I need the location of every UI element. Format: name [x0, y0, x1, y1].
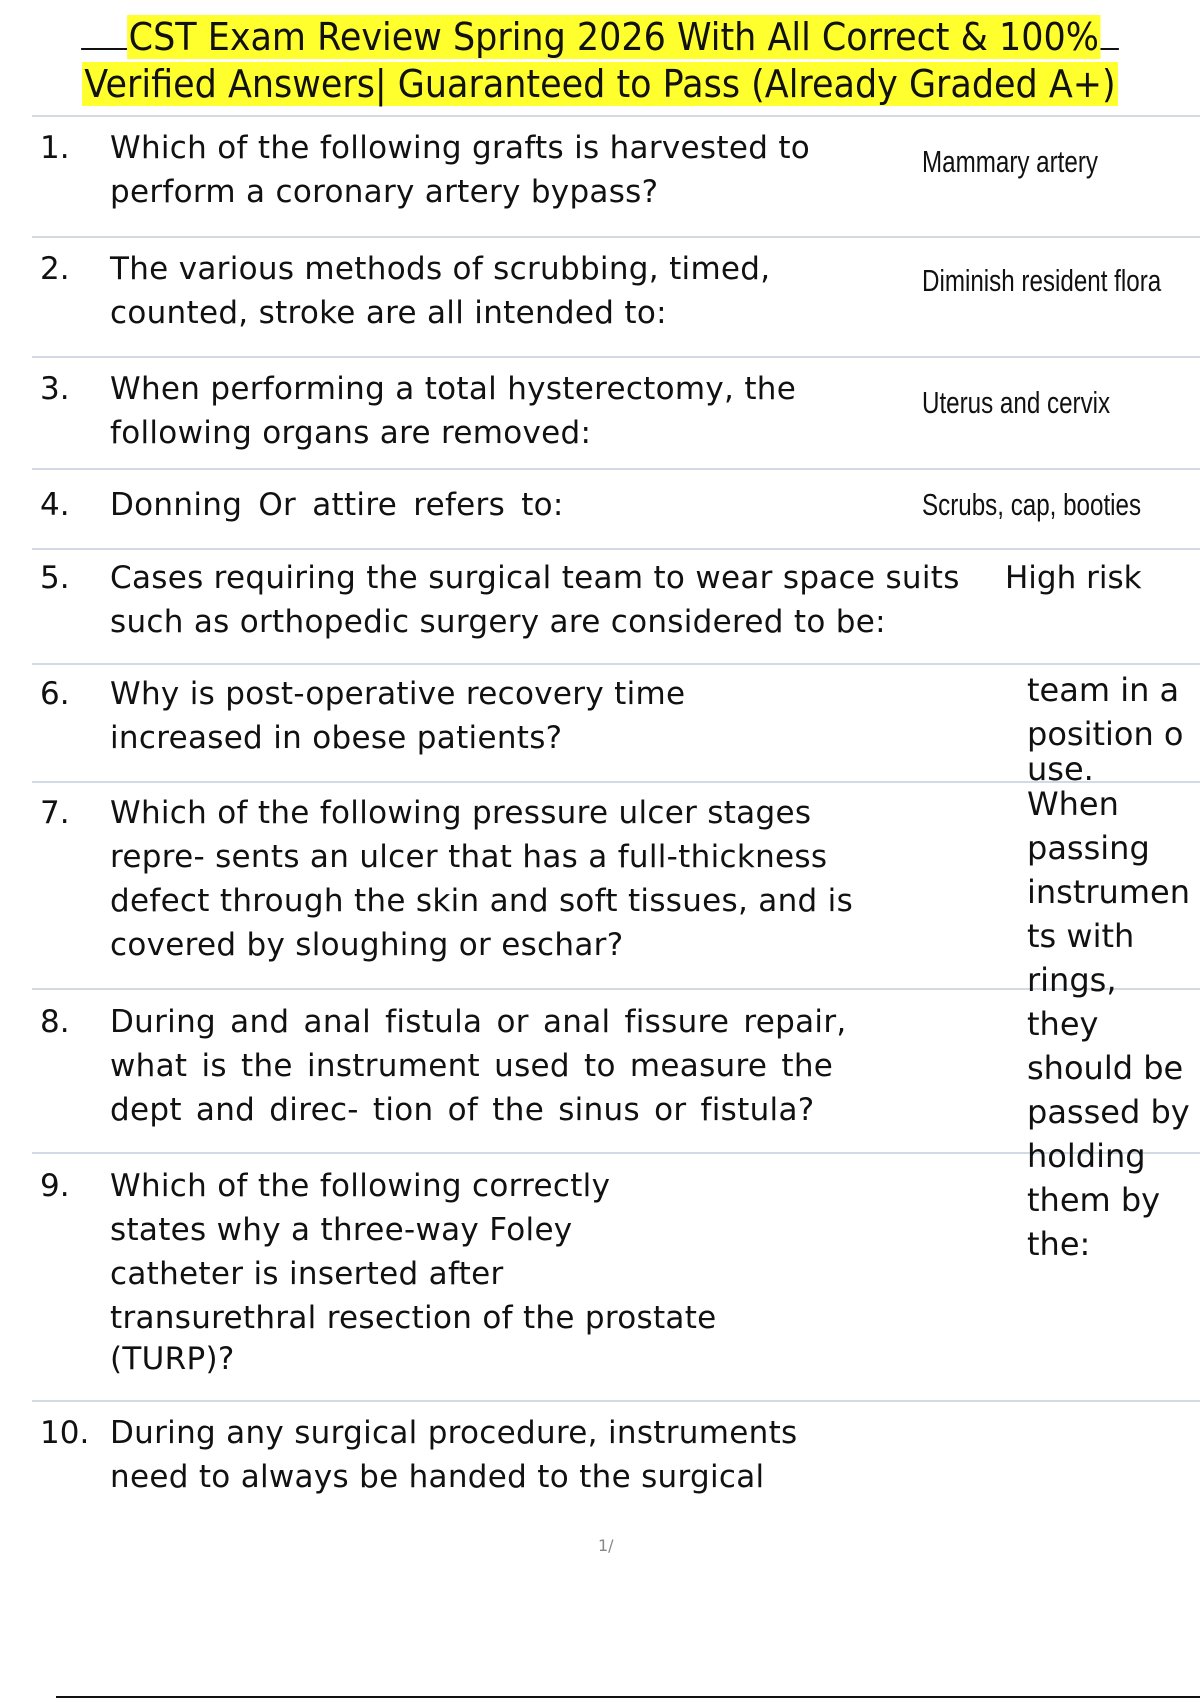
- divider: [32, 115, 1200, 117]
- answer-text: Diminish resident flora: [922, 263, 1162, 298]
- footer-divider: [56, 1696, 1200, 1698]
- question-number: 8.: [40, 1004, 70, 1040]
- question-number: 7.: [40, 795, 70, 831]
- question-text: During any surgical procedure, instruments need to always be handed to the surgical: [110, 1415, 798, 1495]
- divider: [32, 548, 1200, 550]
- question-number: 10.: [40, 1415, 90, 1451]
- divider: [32, 356, 1200, 358]
- divider: [32, 236, 1200, 238]
- question-text: Donning Or attire refers to:: [110, 487, 564, 523]
- question-number: 2.: [40, 251, 70, 287]
- question-number: 4.: [40, 487, 70, 523]
- answer-text: Scrubs, cap, booties: [922, 487, 1142, 522]
- divider: [32, 1152, 1200, 1154]
- divider: [32, 468, 1200, 470]
- divider: [32, 663, 1200, 665]
- title-line-2: Verified Answers| Guaranteed to Pass (Already Graded A+): [84, 62, 1116, 106]
- answer-text: High risk: [1005, 560, 1142, 596]
- question-text: Which of the following correctly states why a three-way Foley catheter is inserted after transurethral resection of the prostate (TURP)?: [110, 1168, 717, 1377]
- question-text: Which of the following pressure ulcer stages repre- sents an ulcer that has a full-thickness defect through the skin and soft tissues, and is covered by sloughing or eschar?: [110, 795, 854, 963]
- question-number: 1.: [40, 130, 70, 166]
- question-number: 3.: [40, 371, 70, 407]
- title-line-1: CST Exam Review Spring 2026 With All Correct & 100%: [48, 14, 1152, 61]
- question-text: When performing a total hysterectomy, the following organs are removed:: [110, 371, 797, 451]
- answer-text: Uterus and cervix: [922, 385, 1111, 420]
- page-number: 1/: [598, 1536, 614, 1555]
- document-title: [48, 14, 1152, 108]
- question-text: Cases requiring the surgical team to wear space suits such as orthopedic surgery are considered to be:: [110, 560, 960, 640]
- question-text: Which of the following grafts is harvested to perform a coronary artery bypass?: [110, 130, 811, 210]
- divider: [32, 1400, 1200, 1402]
- question-text: Why is post-operative recovery time increased in obese patients?: [110, 676, 686, 756]
- question-text: The various methods of scrubbing, timed, counted, stroke are all intended to:: [110, 251, 771, 331]
- divider: [32, 781, 1200, 783]
- answer-text: Mammary artery: [922, 144, 1098, 179]
- divider: [32, 988, 1200, 990]
- question-number: 5.: [40, 560, 70, 596]
- question-number: 9.: [40, 1168, 70, 1204]
- question-text: During and anal fistula or anal fissure repair, what is the instrument used to measure the dept and direc- tion of the sinus or fistula?: [110, 1004, 847, 1128]
- overflow-answer-column: team in a position o use. When passing instrumen ts with rings, they should be passed by holding them by the:: [1027, 671, 1190, 1263]
- question-number: 6.: [40, 676, 70, 712]
